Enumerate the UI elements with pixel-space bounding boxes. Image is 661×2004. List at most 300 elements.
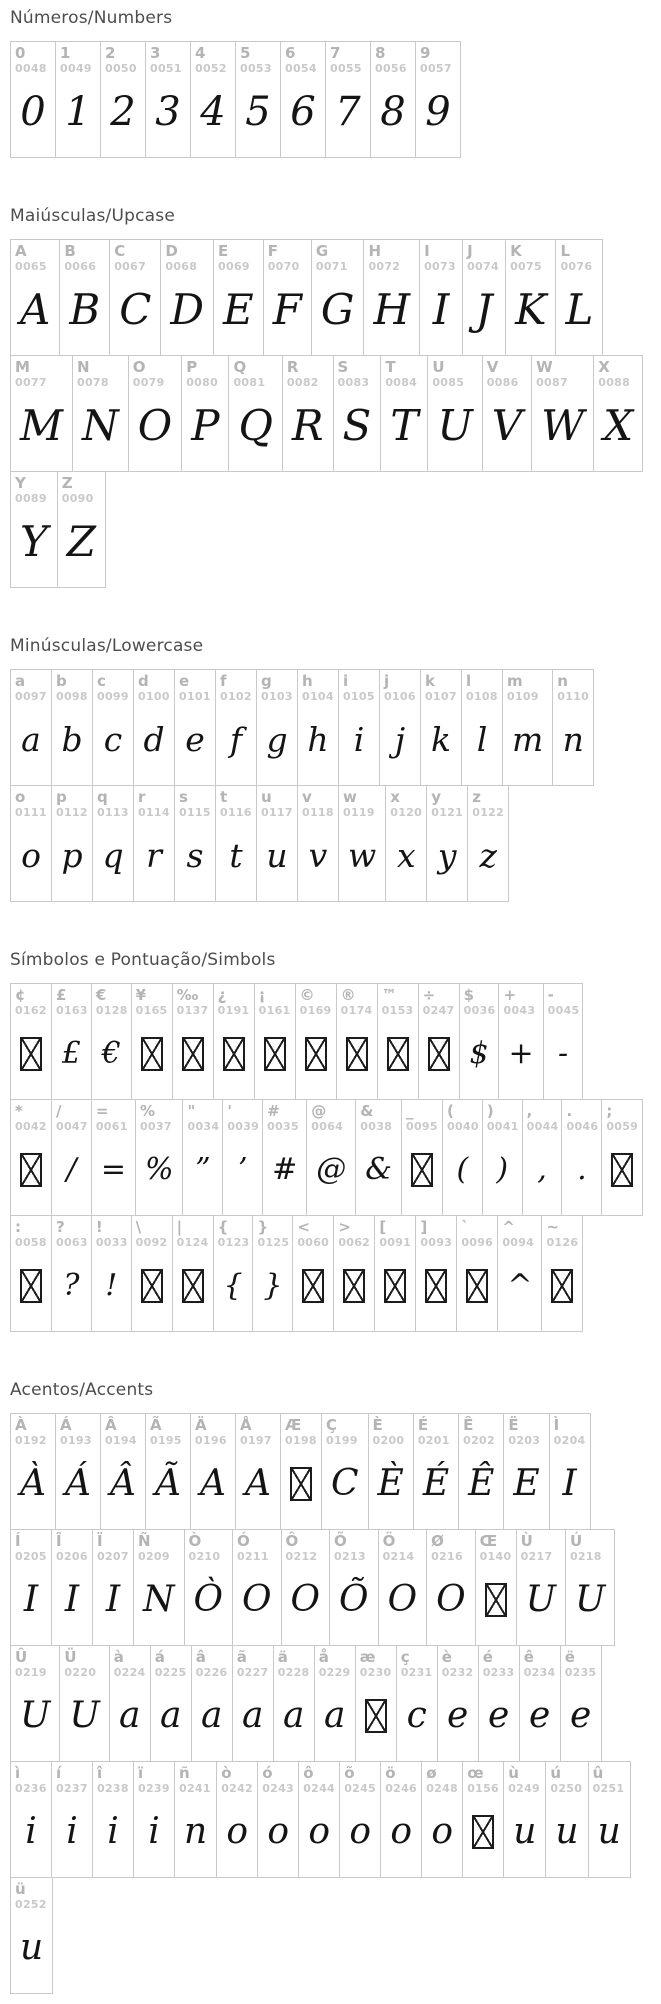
cell-header [11,240,59,274]
cell-header [283,356,333,390]
cell-unicode-label: 0165 [135,1004,168,1017]
glyph-preview: C [119,284,152,334]
cell-unicode-label: 0237 [56,1782,88,1795]
cell-unicode-label: 0090 [61,492,94,505]
glyph-cell [72,355,129,472]
missing-glyph-icon [20,1153,42,1187]
cell-character-label: É [417,1416,429,1434]
cell-header [298,786,338,820]
glyph-preview-missing [173,1018,213,1099]
cell-header [11,1530,51,1564]
cell-unicode-label: 0241 [179,1782,211,1795]
cell-character-label: ã [236,1648,247,1666]
glyph-section [10,950,655,1332]
glyph-cell [174,1761,217,1878]
cell-unicode-label: 0061 [95,1120,128,1133]
glyph-preview-missing [11,1018,51,1099]
cell-unicode-label: 0216 [431,1550,463,1563]
cell-header [52,786,92,820]
glyph-preview: n [562,720,584,759]
glyph-preview: O [137,400,173,450]
glyph-preview: e [488,1694,510,1736]
cell-header [257,670,297,704]
cell-character-label: o [15,788,26,806]
cell-unicode-label: 0229 [318,1666,351,1679]
cell-header [136,1100,183,1134]
glyph-preview: w [348,836,377,875]
glyph-preview: a [21,720,41,759]
cell-unicode-label: 0098 [56,690,88,703]
cell-unicode-label: 0107 [425,690,457,703]
cell-character-label: ~ [546,1218,560,1236]
glyph-cell [561,1099,602,1216]
cell-unicode-label: 0245 [344,1782,377,1795]
glyph-cell [325,41,371,158]
cell-character-label: Ê [463,1416,474,1434]
cell-character-label: ¢ [15,986,26,1004]
glyph-preview: ! [105,1267,118,1303]
cell-character-label: l [466,672,472,690]
glyph-preview: F [272,284,302,334]
cell-character-label: b [56,672,67,690]
glyph-preview: a [118,1694,141,1736]
cell-character-label: ¡ [258,986,266,1004]
glyph-cell [128,355,182,472]
glyph-cell [396,1645,438,1762]
cell-character-label: U [432,358,445,376]
glyph-cell [498,983,543,1100]
cell-character-label: ^ [502,1218,515,1236]
glyph-preview: e [570,1694,592,1736]
glyph-cell [413,1413,459,1530]
cell-character-label: / [56,1102,62,1120]
glyph-cell [458,1413,504,1530]
cell-header [420,240,462,274]
cell-header [322,1414,368,1448]
glyph-preview: U [437,400,473,450]
cell-character-label: ¿ [217,986,227,1004]
cell-character-label: * [15,1102,23,1120]
cell-header [422,1762,462,1796]
cell-header [499,984,542,1018]
glyph-cell [552,669,594,786]
cell-character-label: é [482,1648,493,1666]
cell-header [463,240,505,274]
cell-character-label: N [77,358,90,376]
cell-header [92,984,131,1018]
cell-character-label: V [486,358,499,376]
missing-glyph-icon [182,1269,204,1303]
cell-header [11,786,51,820]
cell-character-label: ÷ [422,986,436,1004]
cell-character-label: 3 [150,44,161,62]
cell-unicode-label: 0039 [227,1120,260,1133]
glyph-cell [338,669,380,786]
glyph-preview: . [577,1151,587,1187]
glyph-cell [160,239,214,356]
cell-unicode-label: 0087 [536,376,568,389]
glyph-row [10,355,655,472]
cell-header [183,1100,222,1134]
cell-character-label: - [547,986,554,1004]
cell-header [542,1216,582,1250]
glyph-section [10,206,655,588]
glyph-preview: u [513,1810,537,1852]
cell-character-label: Â [105,1416,117,1434]
cell-header [101,1414,145,1448]
glyph-preview-missing [356,1680,396,1761]
glyph-preview: a [282,1694,305,1736]
glyph-preview: s [186,836,204,875]
cell-character-label: < [297,1218,310,1236]
glyph-cell [339,1761,381,1878]
cell-header [274,1646,314,1680]
glyph-row [10,1099,655,1216]
glyph-preview-missing [132,1250,172,1331]
cell-unicode-label: 0108 [466,690,498,703]
cell-unicode-label: 0075 [510,260,542,273]
cell-character-label: ) [486,1102,494,1120]
cell-character-label: & [360,1102,374,1120]
glyph-cell [10,785,52,902]
glyph-cell [232,1529,282,1646]
glyph-cell [503,1413,549,1530]
glyph-cell [336,983,378,1100]
cell-unicode-label: 0153 [381,1004,414,1017]
glyph-preview: V [491,400,523,450]
glyph-cell [57,471,106,588]
cell-header [11,356,72,390]
glyph-cell [280,1413,322,1530]
glyph-cell [213,239,264,356]
glyph-cell [467,785,509,902]
cell-unicode-label: 0097 [15,690,47,703]
glyph-preview: Ò [193,1578,224,1620]
cell-character-label: î [97,1764,103,1782]
cell-unicode-label: 0226 [195,1666,228,1679]
cell-header [296,984,336,1018]
cell-unicode-label: 0095 [406,1120,438,1133]
cell-character-label: ] [420,1218,428,1236]
cell-character-label: ? [56,1218,65,1236]
cell-unicode-label: 0119 [343,806,375,819]
cell-unicode-label: 0051 [150,62,182,75]
cell-unicode-label: 0207 [97,1550,129,1563]
cell-unicode-label: 0079 [132,376,165,389]
glyph-cell [109,1645,151,1762]
cell-header [253,1216,292,1250]
cell-header [11,1646,59,1680]
glyph-cell [516,1529,566,1646]
glyph-cell [51,1761,93,1878]
cell-header [397,1646,437,1680]
glyph-cell [281,1529,331,1646]
cell-character-label: â [195,1648,206,1666]
cell-header [52,984,91,1018]
glyph-cell [565,1529,615,1646]
cell-unicode-label: 0060 [297,1236,330,1249]
glyph-cell [545,1761,588,1878]
glyph-cell [10,669,52,786]
cell-character-label: 0 [15,44,26,62]
cell-character-label: w [343,788,357,806]
glyph-cell [55,41,101,158]
missing-glyph-icon [305,1037,327,1071]
glyph-cell [257,1761,299,1878]
missing-glyph-icon [20,1037,42,1071]
cell-unicode-label: 0214 [382,1550,415,1563]
cell-character-label: å [318,1648,329,1666]
cell-header [282,1530,330,1564]
cell-header [460,984,499,1018]
cell-unicode-label: 0225 [154,1666,187,1679]
glyph-cell [292,1215,334,1332]
glyph-preview: , [537,1151,547,1187]
glyph-preview-missing [293,1250,333,1331]
glyph-cell [182,1099,223,1216]
glyph-cell [145,41,191,158]
cell-unicode-label: 0094 [502,1236,535,1249]
cell-character-label: I [424,242,430,260]
missing-glyph-icon [141,1037,163,1071]
cell-header [504,1414,548,1448]
glyph-cell [215,669,257,786]
cell-unicode-label: 0249 [508,1782,541,1795]
glyph-cell [92,1761,134,1878]
cell-character-label: ô [303,1764,314,1782]
cell-character-label: e [179,672,190,690]
cell-character-label: h [302,672,313,690]
glyph-preview: a [241,1694,264,1736]
cell-unicode-label: 0037 [139,1120,172,1133]
glyph-preview-missing [463,1796,503,1877]
glyph-preview: ’ [237,1151,248,1187]
glyph-cell [235,41,281,158]
cell-character-label: d [138,672,149,690]
cell-character-label: z [472,788,481,806]
cell-character-label: ‰ [176,986,199,1004]
cell-header [161,240,213,274]
cell-unicode-label: 0250 [550,1782,583,1795]
glyph-preview: z [479,836,497,875]
cell-unicode-label: 0063 [56,1236,88,1249]
glyph-cell [282,355,334,472]
cell-header [326,42,370,76]
glyph-preview: u [555,1810,579,1852]
cell-unicode-label: 0205 [15,1550,47,1563]
cell-header [11,1878,52,1912]
glyph-preview: k [431,720,451,759]
cell-header [457,1216,497,1250]
cell-character-label: Í [15,1532,21,1550]
glyph-cell [415,1215,457,1332]
glyph-preview: E [223,284,254,334]
cell-character-label: ë [564,1648,575,1666]
cell-header [334,1216,374,1250]
cell-header [546,1762,587,1796]
glyph-preview: } [263,1267,283,1303]
missing-glyph-icon [141,1269,163,1303]
cell-header [544,984,583,1018]
glyph-preview: G [320,284,355,334]
glyph-cell [55,1413,101,1530]
cell-character-label: + [503,986,517,1004]
glyph-preview: K [515,284,547,334]
cell-character-label: ä [277,1648,288,1666]
cell-header [589,1762,630,1796]
cell-header [73,356,128,390]
cell-header [483,356,531,390]
cell-header [93,1530,133,1564]
cell-unicode-label: 0233 [482,1666,515,1679]
glyph-preview: o [390,1810,413,1852]
glyph-preview: m [512,720,544,759]
cell-unicode-label: 0080 [186,376,219,389]
cell-character-label: õ [344,1764,355,1782]
cell-header [92,1100,135,1134]
cell-character-label: ö [385,1764,396,1782]
cell-unicode-label: 0227 [236,1666,269,1679]
cell-header [58,472,105,506]
cell-header [60,240,109,274]
cell-character-label: æ [359,1648,376,1666]
missing-glyph-icon [425,1269,447,1303]
section-title: Minúsculas/Lowercase [10,636,204,656]
cell-character-label: 2 [105,44,116,62]
cell-unicode-label: 0206 [56,1550,88,1563]
glyph-preview-missing [11,1134,51,1215]
glyph-cell [418,983,460,1100]
cell-header [339,786,385,820]
cell-unicode-label: 0041 [486,1120,519,1133]
glyph-preview: T [390,400,419,450]
glyph-cell [280,41,326,158]
glyph-preview: i [107,1810,119,1852]
cell-header [134,1762,174,1796]
cell-unicode-label: 0242 [221,1782,254,1795]
cell-header [307,1100,355,1134]
cell-character-label: | [176,1218,183,1236]
cell-header [52,1216,91,1250]
cell-unicode-label: 0121 [431,806,464,819]
cell-header [216,786,256,820]
missing-glyph-icon [387,1037,409,1071]
cell-character-label: M [15,358,30,376]
cell-unicode-label: 0050 [105,62,137,75]
glyph-preview: # [272,1151,298,1187]
cell-unicode-label: 0109 [507,690,539,703]
glyph-cell [10,355,73,472]
cell-unicode-label: 0033 [95,1236,128,1249]
cell-header [214,984,254,1018]
cell-unicode-label: 0162 [15,1004,47,1017]
cell-unicode-label: 0200 [372,1434,405,1447]
glyph-preview: Â [110,1462,136,1504]
cell-unicode-label: 0057 [420,62,452,75]
cell-character-label: Ô [285,1532,299,1550]
cell-header [255,984,295,1018]
cell-character-label: F [267,242,278,260]
cell-header [129,356,181,390]
cell-unicode-label: 0077 [15,376,47,389]
cell-unicode-label: 0071 [315,260,348,273]
cell-character-label: J [467,242,473,260]
cell-header [134,1530,184,1564]
cell-header [459,1414,503,1448]
glyph-cell [184,1529,234,1646]
glyph-cell [385,785,427,902]
glyph-preview: / [66,1151,77,1187]
cell-character-label: Œ [479,1532,498,1550]
glyph-preview: p [61,836,83,875]
glyph-preview: U [574,1578,606,1620]
glyph-cell [333,1215,375,1332]
cell-header [419,984,459,1018]
cell-character-label: n [557,672,568,690]
cell-header [330,1530,378,1564]
glyph-preview: U [69,1694,100,1736]
glyph-cell [10,1645,60,1762]
cell-header [134,670,174,704]
cell-unicode-label: 0078 [77,376,109,389]
cell-character-label: ê [523,1648,534,1666]
glyph-table [10,1413,655,1994]
glyph-preview: @ [316,1151,347,1187]
cell-header [281,42,325,76]
cell-header [101,42,145,76]
cell-header [298,670,338,704]
glyph-cell [51,785,93,902]
glyph-preview: 2 [110,88,136,135]
cell-unicode-label: 0086 [486,376,519,389]
glyph-cell [298,1761,340,1878]
cell-character-label: a [15,672,26,690]
cell-unicode-label: 0058 [15,1236,47,1249]
glyph-preview: A [20,284,51,334]
cell-unicode-label: 0052 [195,62,227,75]
cell-character-label: D [165,242,178,260]
cell-header [56,1414,100,1448]
glyph-preview-missing [476,1564,516,1645]
cell-unicode-label: 0038 [360,1120,393,1133]
cell-character-label: W [536,358,553,376]
cell-character-label: œ [467,1764,484,1782]
cell-unicode-label: 0115 [179,806,211,819]
cell-header [386,786,426,820]
cell-character-label: ø [426,1764,437,1782]
cell-unicode-label: 0251 [592,1782,625,1795]
cell-header [175,670,215,704]
glyph-preview: b [61,720,83,759]
glyph-preview: É [422,1462,450,1504]
glyph-cell [190,1413,236,1530]
cell-header [312,240,364,274]
glyph-cell [263,239,312,356]
glyph-cell [133,1761,175,1878]
cell-character-label: u [261,788,272,806]
missing-glyph-icon [343,1269,365,1303]
glyph-preview: O [242,1578,272,1620]
cell-header [561,1646,601,1680]
cell-unicode-label: 0192 [15,1434,47,1447]
cell-unicode-label: 0064 [311,1120,344,1133]
glyph-preview: € [101,1035,121,1071]
glyph-preview: j [394,720,406,759]
glyph-preview-missing [296,1018,336,1099]
cell-header [233,1646,273,1680]
cell-character-label: ò [221,1764,232,1782]
glyph-cell [380,355,428,472]
